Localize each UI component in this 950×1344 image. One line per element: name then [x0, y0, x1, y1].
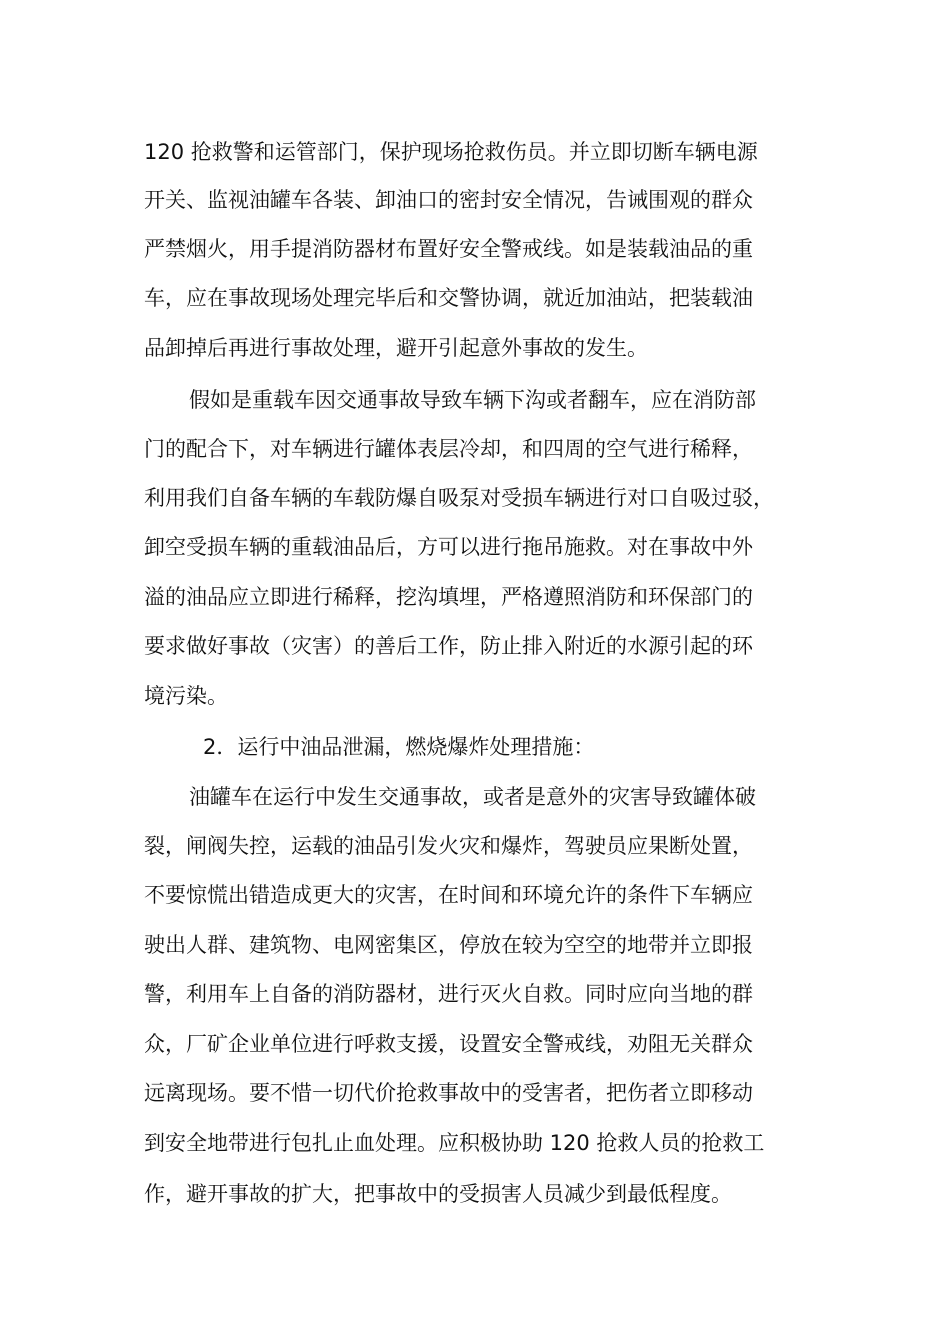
text-line: 门的配合下，对车辆进行罐体表层冷却，和四周的空气进行稀释， — [144, 437, 753, 461]
text-line: 卸空受损车辆的重载油品后，方可以进行拖吊施救。对在事故中外 — [144, 535, 753, 559]
text-line: 作，避开事故的扩大，把事故中的受损害人员减少到最低程度。 — [144, 1182, 732, 1206]
text-line: 警，利用车上自备的消防器材，进行灭火自救。同时应向当地的群 — [144, 982, 753, 1006]
text-line: 溢的油品应立即进行稀释，挖沟填埋，严格遵照消防和环保部门的 — [144, 585, 753, 609]
text-line: 境污染。 — [144, 684, 228, 708]
text-line: 120 抢救警和运管部门，保护现场抢救伤员。并立即切断车辆电源 — [144, 140, 758, 164]
text-line: 裂，闸阀失控，运载的油品引发火灾和爆炸，驾驶员应果断处置， — [144, 834, 753, 858]
text-line: 不要惊慌出错造成更大的灾害，在时间和环境允许的条件下车辆应 — [144, 883, 753, 907]
text-line: 要求做好事故（灾害）的善后工作，防止排入附近的水源引起的环 — [144, 634, 753, 658]
text-line: 开关、监视油罐车各装、卸油口的密封安全情况，告诫围观的群众 — [144, 188, 753, 212]
text-line: 品卸掉后再进行事故处理，避开引起意外事故的发生。 — [144, 336, 648, 360]
text-line: 远离现场。要不惜一切代价抢救事故中的受害者，把伤者立即移动 — [144, 1081, 753, 1105]
section-heading: 2．运行中油品泄漏，燃烧爆炸处理措施： — [203, 735, 595, 759]
text-line: 驶出人群、建筑物、电网密集区，停放在较为空空的地带并立即报 — [144, 933, 753, 957]
text-line: 车，应在事故现场处理完毕后和交警协调，就近加油站，把装载油 — [144, 286, 753, 310]
text-line: 到安全地带进行包扎止血处理。应积极协助 120 抢救人员的抢救工 — [144, 1131, 765, 1155]
text-line: 严禁烟火，用手提消防器材布置好安全警戒线。如是装载油品的重 — [144, 237, 753, 261]
text-line: 众，厂矿企业单位进行呼救支援，设置安全警戒线，劝阻无关群众 — [144, 1032, 753, 1056]
text-line: 利用我们自备车辆的车载防爆自吸泵对受损车辆进行对口自吸过驳， — [144, 486, 774, 510]
paragraph-first-line: 假如是重载车因交通事故导致车辆下沟或者翻车，应在消防部 — [189, 388, 756, 412]
paragraph-first-line: 油罐车在运行中发生交通事故，或者是意外的灾害导致罐体破 — [189, 785, 756, 809]
